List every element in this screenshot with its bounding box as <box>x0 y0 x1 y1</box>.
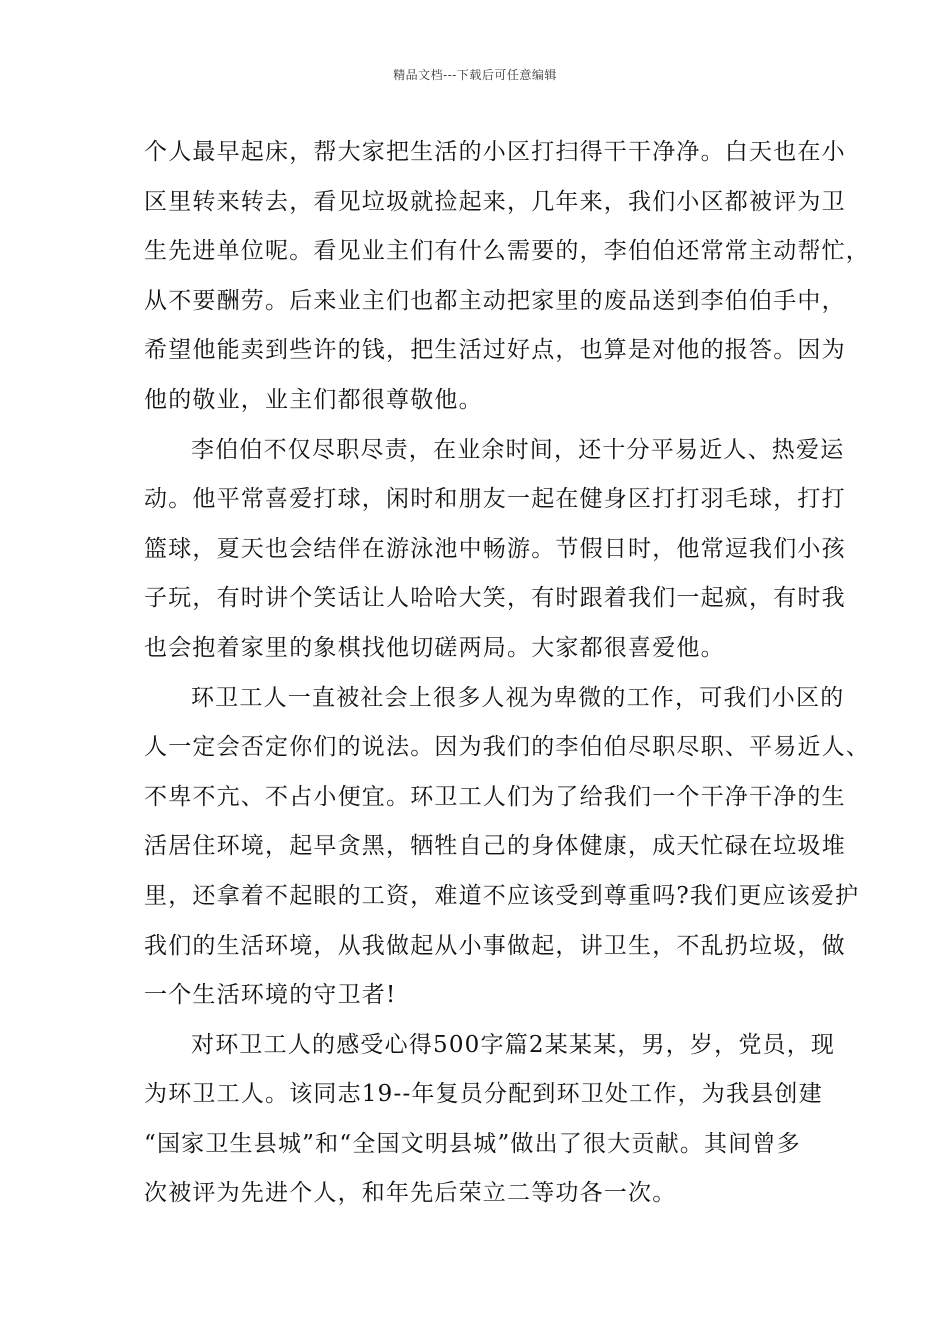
text-line: 希望他能卖到些许的钱，把生活过好点，也算是对他的报答。因为 <box>144 337 846 364</box>
paragraph-start-line: 李伯伯不仅尽职尽责，在业余时间，还十分平易近人、热爱运 <box>191 436 845 463</box>
text-line: 里，还拿着不起眼的工资，难道不应该受到尊重吗?我们更应该爱护 <box>144 882 860 909</box>
text-line: 也会抱着家里的象棋找他切磋两局。大家都很喜爱他。 <box>144 634 725 661</box>
paragraph-start-line: 环卫工人一直被社会上很多人视为卑微的工作，可我们小区的 <box>191 684 845 711</box>
text-line: 篮球，夏天也会结伴在游泳池中畅游。节假日时，他常逗我们小孩 <box>144 535 846 562</box>
text-line: 一个生活环境的守卫者! <box>144 982 397 1009</box>
text-line: “国家卫生县城”和“全国文明县城”做出了很大贡献。其间曾多 <box>144 1130 801 1157</box>
text-line: 子玩，有时讲个笑话让人哈哈大笑，有时跟着我们一起疯，有时我 <box>144 585 846 612</box>
text-line: 个人最早起床，帮大家把生活的小区打扫得干干净净。白天也在小 <box>144 139 846 165</box>
text-line: 人一定会否定你们的说法。因为我们的李伯伯尽职尽职、平易近人、 <box>144 734 870 761</box>
text-line: 活居住环境，起早贪黑，牺牲自己的身体健康，成天忙碌在垃圾堆 <box>144 833 846 860</box>
page-header: 精品文档---下载后可任意编辑 <box>393 68 557 82</box>
text-line: 生先进单位呢。看见业主们有什么需要的，李伯伯还常常主动帮忙， <box>144 238 870 265</box>
text-line: 他的敬业，业主们都很尊敬他。 <box>144 386 483 413</box>
text-line: 次被评为先进个人，和年先后荣立二等功各一次。 <box>144 1180 677 1207</box>
text-line: 动。他平常喜爱打球，闲时和朋友一起在健身区打打羽毛球，打打 <box>144 486 846 513</box>
text-line: 不卑不亢、不占小便宜。环卫工人们为了给我们一个干净干净的生 <box>144 783 846 810</box>
document-body <box>144 128 870 1219</box>
text-line: 我们的生活环境，从我做起从小事做起，讲卫生，不乱扔垃圾，做 <box>144 932 846 959</box>
text-line: 从不要酬劳。后来业主们也都主动把家里的废品送到李伯伯手中， <box>144 287 846 314</box>
text-line: 区里转来转去，看见垃圾就捡起来，几年来，我们小区都被评为卫 <box>144 188 846 215</box>
text-line: 为环卫工人。该同志19--年复员分配到环卫处工作，为我县创建 <box>144 1081 823 1108</box>
paragraph-start-line: 对环卫工人的感受心得500字篇2某某某，男，岁，党员，现 <box>191 1031 836 1058</box>
